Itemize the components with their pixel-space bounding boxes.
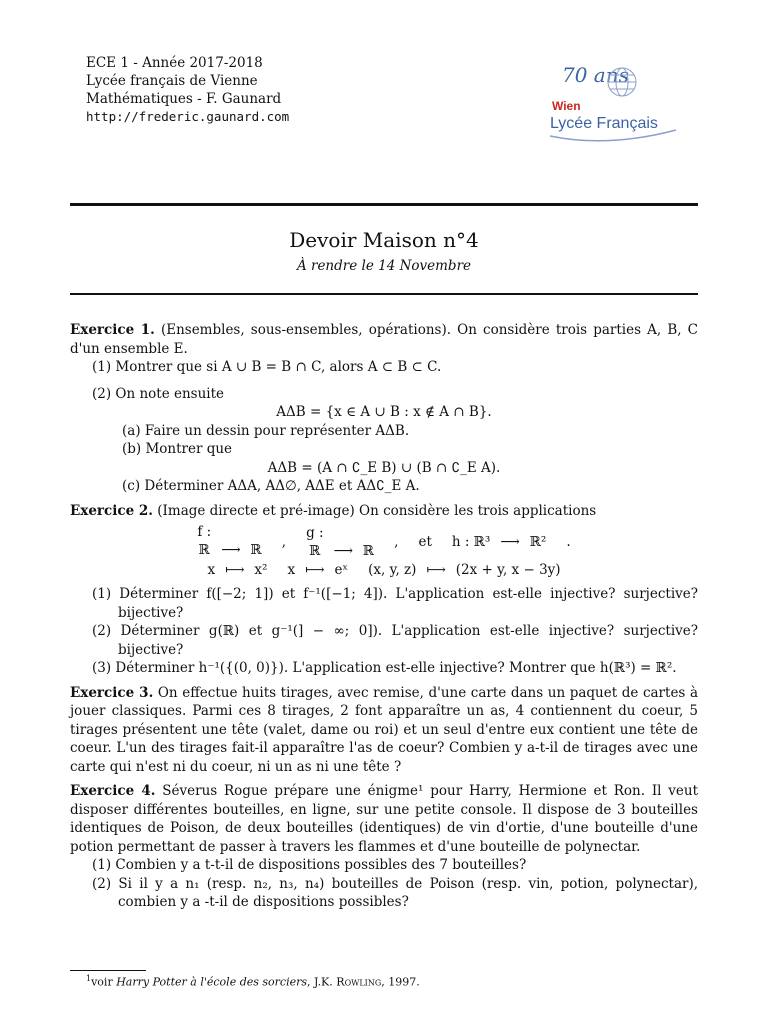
header-url[interactable]: http://frederic.gaunard.com (86, 109, 290, 124)
page-title: Devoir Maison n°4 (289, 228, 479, 252)
exercise-4-q2: (2) Si il y a n₁ (resp. n₂, n₃, n₄) bouteilles de Poison (resp. vin, potion, polynectar), combien y a -t-il de dispositions possibles? (92, 875, 698, 910)
exercise-4-text: Séverus Rogue prépare une énigme¹ pour Harry, Hermione et Ron. Il veut disposer différentes bouteilles, en ligne, sur une petite console. Il dispose de 3 bouteilles identiques de Poison, de deux bouteilles (identiques) de vin d'ortie, d'une bouteille d'une potion permettant de passer à travers les flammes et d'une bouteille de polynectar. (70, 783, 698, 855)
exercise-1-qb: (b) Montrer que (122, 441, 233, 457)
exercise-2-label: Exercice 2. (70, 502, 153, 519)
header-subject: Mathématiques - F. Gaunard (86, 91, 282, 107)
bottom-rule (70, 293, 698, 295)
exercise-1-intro: (Ensembles, sous-ensembles, opérations). On considère trois parties A, B, C d'un ensemble E. (70, 322, 698, 357)
applications-display: f : ℝ ⟶ ℝ , g : ℝ ⟶ ℝ , et h : ℝ³ ⟶ ℝ² . (197, 524, 571, 559)
exercise-1-qc: (c) Déterminer AΔA, AΔ∅, AΔE et AΔ∁_E A. (122, 478, 420, 494)
exercise-2 (70, 502, 698, 678)
top-rule (70, 203, 698, 206)
exercise-2-intro: (Image directe et pré-image) On considère les trois applications (153, 502, 597, 519)
map-f-rule: x ⟼ x² (207, 562, 268, 578)
footnote: $^1$voir Harry Potter à l'école des sorciers, J.K. Rowling, 1997. (86, 974, 420, 989)
exercise-4-label: Exercice 4. (70, 783, 156, 799)
map-g: g : ℝ ⟶ ℝ (306, 524, 375, 559)
exercise-3 (70, 684, 698, 777)
exercises (70, 321, 698, 918)
applications-mappings (70, 562, 698, 579)
exercise-1-qa: (a) Faire un dessin pour représenter AΔB. (122, 422, 410, 439)
footnote-rule (70, 970, 146, 971)
logo-name: Lycée Français (550, 115, 658, 132)
header-class: ECE 1 - Année 2017-2018 (86, 55, 263, 71)
and-word: et (418, 533, 432, 550)
exercise-2-q2: (2) Déterminer g(ℝ) et g⁻¹(] − ∞; 0]). L'application est-elle injective? surjective? bijective? (92, 623, 698, 658)
exercise-1-definition: AΔB = {x ∈ A ∪ B : x ∉ A ∩ B}. (276, 404, 492, 420)
exercise-3-label: Exercice 3. (70, 684, 154, 701)
page-subtitle: À rendre le 14 Novembre (296, 258, 472, 274)
exercise-2-q1: (1) Déterminer f([−2; 1]) et f⁻¹([−1; 4]). L'application est-elle injective? surjective? bijective? (92, 586, 698, 621)
map-f: f : ℝ ⟶ ℝ (197, 524, 262, 558)
logo-anniversary: 70 ans (562, 63, 629, 87)
header-block (86, 54, 289, 126)
header-school: Lycée français de Vienne (86, 73, 258, 89)
exercise-4-q1: (1) Combien y a t-t-il de dispositions possibles des 7 bouteilles? (92, 857, 527, 873)
exercise-1-label: Exercice 1. (70, 322, 155, 338)
school-logo (548, 56, 684, 146)
map-g-rule: x ⟼ eˣ (287, 562, 349, 578)
map-h-rule: (x, y, z) ⟼ (2x + y, x − 3y) (368, 562, 561, 578)
map-h: h : ℝ³ ⟶ ℝ² (451, 533, 547, 550)
exercise-2-q3: (3) Déterminer h⁻¹({(0, 0)}). L'application est-elle injective? Montrer que h(ℝ³) = ℝ². (92, 660, 677, 676)
exercise-1-formula: AΔB = (A ∩ ∁_E B) ∪ (B ∩ ∁_E A). (267, 459, 501, 476)
exercise-4 (70, 782, 698, 912)
exercise-1-q1: (1) Montrer que si A ∪ B = B ∩ C, alors A ⊂ B ⊂ C. (92, 359, 442, 375)
exercise-1 (70, 321, 698, 496)
logo-city: Wien (552, 99, 581, 113)
exercise-1-q2: (2) On note ensuite (92, 385, 225, 402)
exercise-3-text: On effectue huits tirages, avec remise, d'une carte dans un paquet de cartes à jouer classiques. Parmi ces 8 tirages, 2 font apparaître un as, 4 contiennent du coeur, 5 tirages présentent une tête (valet, dame ou roi) et un seul d'entre eux contient une tête de coeur. L'un des tirages fait-il apparaître l'as de coeur? Combien y a-t-il de tirages avec une carte qui n'est ni du coeur, ni un as ni une tête ? (70, 684, 698, 775)
